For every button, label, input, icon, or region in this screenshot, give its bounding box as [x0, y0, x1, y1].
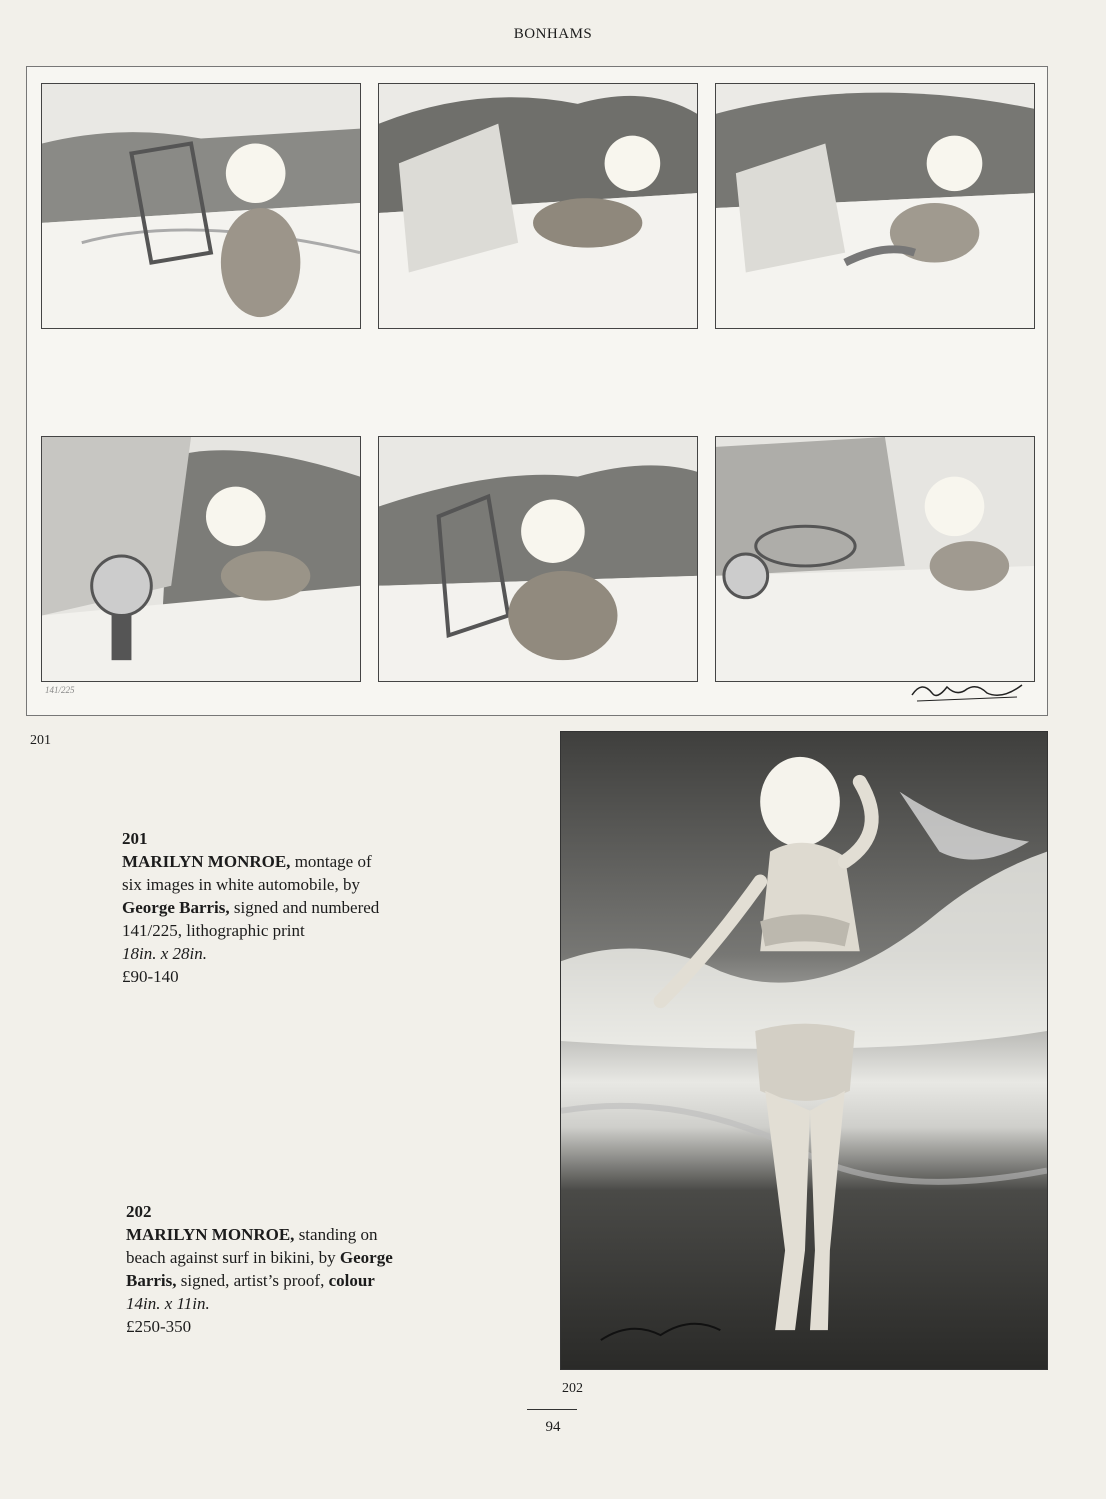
page-number: 94 — [545, 1419, 561, 1435]
catalogue-header: BONHAMS — [513, 26, 593, 42]
lot-202-dimensions: 14in. x 11in. — [126, 1294, 210, 1313]
lot-202-entry: 202 MARILYN MONROE, standing on beach against surf in bikini, by George Barris, signed, artist’s proof, colour 14in. x 11in. £250-350 — [126, 1202, 393, 1336]
lot-201-estimate: £90-140 — [122, 967, 179, 986]
lot-202-title: MARILYN MONROE, — [126, 1225, 295, 1244]
lot-201-dimensions: 18in. x 28in. — [122, 944, 207, 963]
page-number-rule — [527, 1409, 577, 1410]
montage-photo-3 — [715, 83, 1035, 329]
lot-202-artist: Barris, — [126, 1271, 177, 1290]
lot-202-number: 202 — [126, 1202, 152, 1221]
lot-201-entry: 201 MARILYN MONROE, montage of six images in white automobile, by George Barris, signed and numbered 141/225, lithographic print 18in. x 28in. £90-140 — [122, 829, 380, 986]
montage-photo-6 — [715, 436, 1035, 682]
montage-signature-image — [907, 675, 1027, 705]
beach-caption-number: 202 — [562, 1381, 583, 1396]
edition-number: 141/225 — [45, 685, 75, 695]
montage-photo-5 — [378, 436, 698, 682]
montage-photo-1 — [41, 83, 361, 329]
lot-201-number: 201 — [122, 829, 148, 848]
lot-201-title: MARILYN MONROE, — [122, 852, 291, 871]
beach-photo — [560, 731, 1048, 1370]
lot-202-estimate: £250-350 — [126, 1317, 192, 1336]
montage-photo-4 — [41, 436, 361, 682]
lot-201-artist: George Barris, — [122, 898, 230, 917]
montage-print — [26, 66, 1048, 716]
montage-photo-2 — [378, 83, 698, 329]
montage-caption-number: 201 — [30, 733, 51, 748]
